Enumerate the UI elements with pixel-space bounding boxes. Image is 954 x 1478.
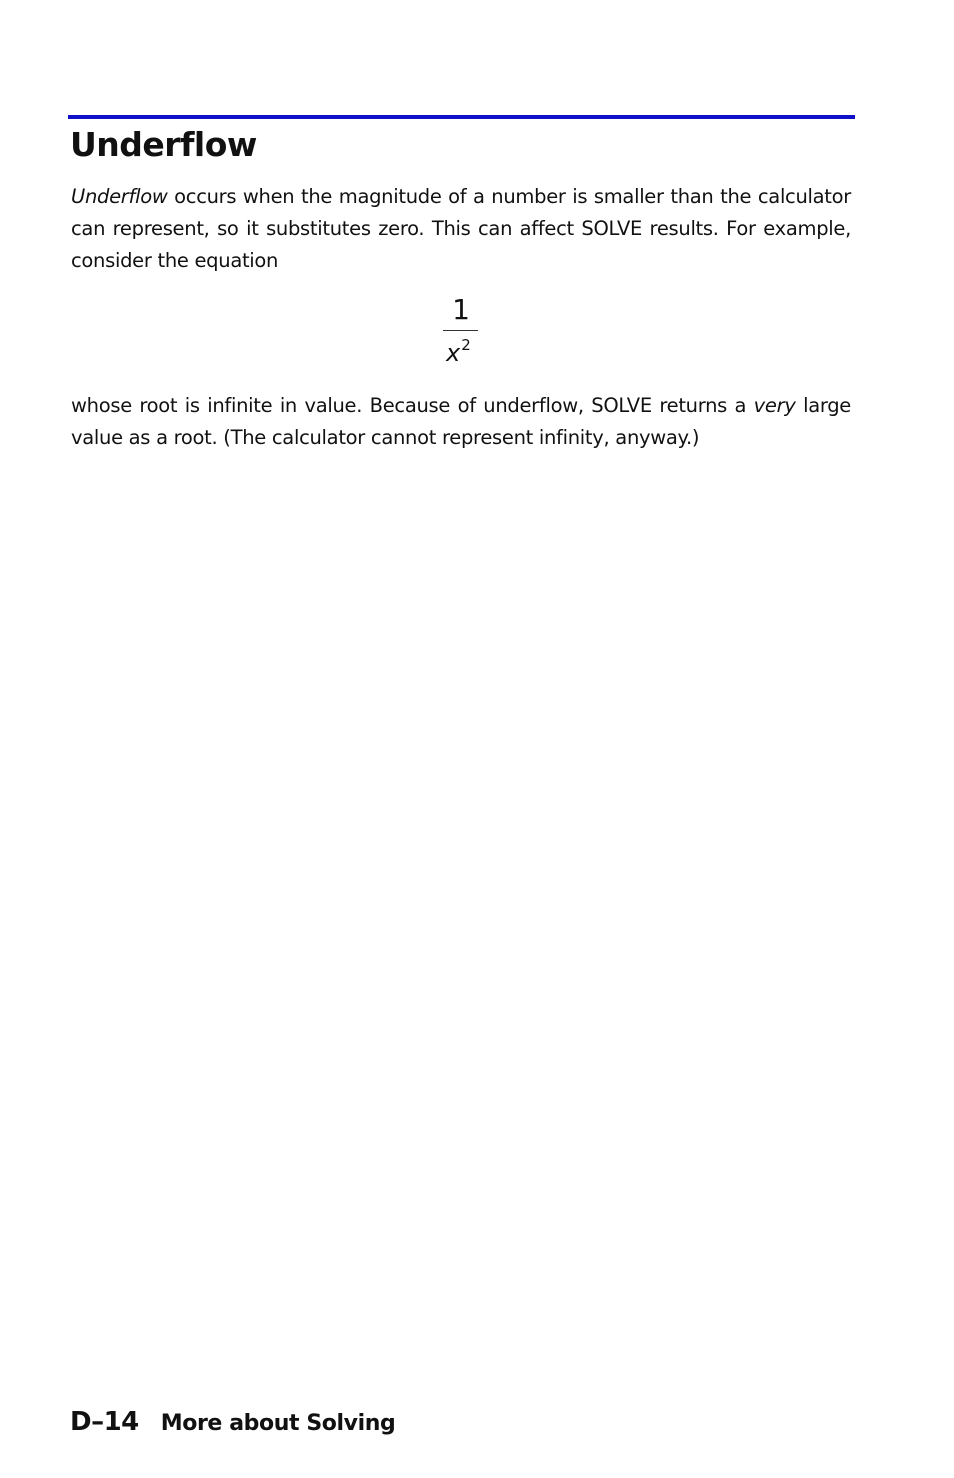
equation-denominator — [446, 332, 471, 368]
denominator-variable: x — [446, 339, 461, 367]
paragraph-intro — [71, 181, 851, 277]
equation-numerator: 1 — [452, 293, 470, 326]
denominator-exponent: 2 — [461, 336, 471, 354]
emphasis-very: very — [753, 394, 796, 417]
paragraph-intro-text: occurs when the magnitude of a number is smaller than the calculator can represent, so it substitutes zero. This can affect SOLVE results. For example, consider the equation — [71, 185, 851, 272]
term-underflow: Underflow — [71, 185, 168, 208]
chapter-title: More about Solving — [160, 1411, 396, 1436]
section-title: Underflow — [70, 125, 257, 164]
section-rule — [68, 115, 855, 119]
paragraph-root — [71, 390, 851, 454]
page-footer — [70, 1404, 395, 1443]
equation-fraction — [441, 292, 481, 372]
paragraph-root-text-after: large value as a root. (The calculator cannot represent infinity, anyway.) — [71, 394, 851, 449]
fraction-bar — [443, 330, 478, 331]
page-number: D–14 — [70, 1407, 139, 1437]
paragraph-root-text-before: whose root is infinite in value. Because of underflow, SOLVE returns a — [71, 394, 754, 417]
